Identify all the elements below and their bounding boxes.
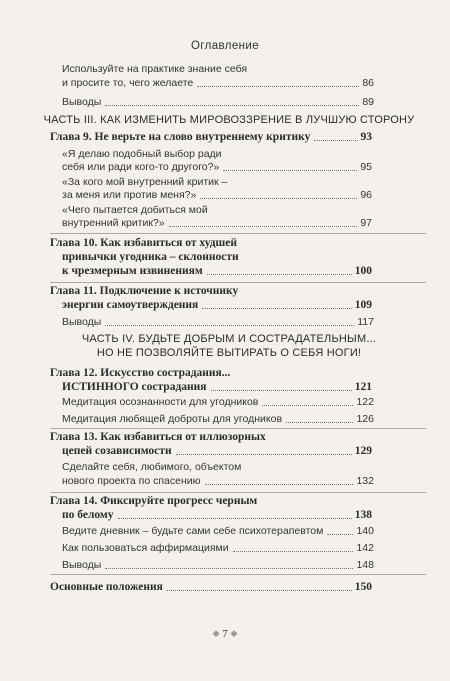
toc-entry-label: нового проекта по спасению (62, 475, 201, 487)
page-ref: 97 (360, 217, 372, 229)
leader-dots (233, 551, 354, 552)
toc-entry[interactable] (62, 216, 372, 230)
page-number: 7 (222, 628, 228, 640)
page-footer (0, 628, 450, 640)
toc-chapter-line: Глава 13. Как избавиться от иллюзорных (50, 431, 266, 443)
toc-entry-label: за меня или против меня?» (62, 189, 197, 201)
leader-dots (105, 325, 354, 326)
toc-entry[interactable] (62, 76, 374, 90)
page-ref: 132 (356, 475, 374, 487)
page-ref: 142 (356, 542, 374, 554)
toc-entry-label: Выводы (62, 559, 102, 571)
toc-chapter[interactable] (62, 264, 372, 278)
ornament-icon: ◆ (212, 628, 220, 638)
toc-entry-label: Выводы (62, 316, 102, 328)
page-title: Оглавление (190, 40, 260, 52)
toc-chapter-label: к чрезмерным извинениям (62, 265, 203, 277)
leader-dots (205, 484, 354, 485)
divider (50, 574, 426, 575)
leader-dots (327, 534, 353, 535)
toc-entry[interactable] (62, 558, 374, 572)
leader-dots (176, 454, 352, 455)
toc-entry[interactable] (62, 160, 372, 174)
divider (50, 428, 426, 429)
leader-dots (118, 518, 352, 519)
page-ref: 117 (357, 316, 374, 328)
toc-entry[interactable] (62, 395, 374, 409)
leader-dots (314, 140, 357, 141)
leader-dots (223, 170, 357, 171)
toc-entry-line: Сделайте себя, любимого, объектом (62, 461, 242, 473)
toc-chapter-line: Глава 14. Фиксируйте прогресс черным (50, 495, 258, 507)
toc-chapter-label: цепей созависимости (62, 445, 172, 457)
toc-entry-label: и просите то, чего желаете (62, 77, 194, 89)
toc-entry-label: Выводы (62, 96, 102, 108)
toc-chapter-line: Глава 10. Как избавиться от худшей (50, 237, 237, 249)
toc-entry[interactable] (62, 412, 374, 426)
toc-entry-label: Медитация любящей доброты для угодников (62, 413, 283, 425)
toc-chapter-line: Глава 12. Искусство сострадания... (50, 367, 231, 379)
page-ref: 96 (360, 189, 372, 201)
toc-entry[interactable] (62, 524, 374, 538)
part-heading: НО НЕ ПОЗВОЛЯЙТЕ ВЫТИРАТЬ О СЕБЯ НОГИ! (96, 347, 362, 359)
toc-chapter-label: ИСТИННОГО сострадания (62, 381, 207, 393)
toc-chapter-label: Основные положения (50, 581, 163, 593)
page-ref: 100 (354, 265, 372, 277)
leader-dots (200, 198, 357, 199)
page-ref: 140 (356, 525, 374, 537)
leader-dots (167, 590, 352, 591)
page-ref: 129 (354, 445, 372, 457)
page-ref: 126 (356, 413, 374, 425)
leader-dots (105, 105, 359, 106)
page-ref: 89 (362, 96, 374, 108)
ornament-icon: ◆ (230, 628, 238, 638)
part-heading: ЧАСТЬ III. КАК ИЗМЕНИТЬ МИРОВОЗЗРЕНИЕ В ЛУЧШУЮ СТОРОНУ (43, 114, 415, 126)
toc-entry-label: внутренний критик?» (62, 217, 165, 229)
page-ref: 109 (354, 299, 372, 311)
toc-entry[interactable] (62, 315, 374, 329)
page-ref: 86 (362, 77, 374, 89)
toc-chapter[interactable] (50, 130, 372, 144)
toc-chapter[interactable] (62, 298, 372, 312)
toc-entry[interactable] (62, 474, 374, 488)
leader-dots (211, 390, 352, 391)
toc-chapter[interactable] (50, 580, 372, 594)
toc-entry-label: Медитация осознанности для угодников (62, 396, 259, 408)
leader-dots (262, 405, 353, 406)
page-ref: 150 (354, 581, 372, 593)
toc-entry[interactable] (62, 95, 374, 109)
divider (50, 492, 426, 493)
toc-chapter[interactable] (62, 508, 372, 522)
leader-dots (197, 86, 359, 87)
page-ref: 148 (356, 559, 374, 571)
toc-chapter-line: Глава 11. Подключение к источнику (50, 285, 239, 297)
leader-dots (169, 226, 358, 227)
toc-chapter-line: привычки угодника – склонности (62, 251, 239, 263)
toc-entry-line: Используйте на практике знание себя (62, 63, 248, 75)
divider (50, 233, 426, 234)
leader-dots (207, 274, 352, 275)
page-ref: 122 (356, 396, 374, 408)
leader-dots (286, 422, 353, 423)
page-ref: 95 (360, 161, 372, 173)
leader-dots (202, 308, 351, 309)
page-ref: 138 (354, 509, 372, 521)
toc-entry-label: Как пользоваться аффирмациями (62, 542, 229, 554)
divider (50, 282, 426, 283)
page-ref: 121 (354, 381, 372, 393)
toc-chapter-label: энергии самоутверждения (62, 299, 199, 311)
toc-entry-label: Ведите дневник – будьте сами себе психотерапевтом (62, 525, 324, 537)
toc-chapter-label: Глава 9. Не верьте на слово внутреннему критику (50, 131, 311, 143)
toc-chapter[interactable] (62, 444, 372, 458)
toc-entry[interactable] (62, 188, 372, 202)
toc-entry-label: себя или ради кого-то другого?» (62, 161, 220, 173)
toc-chapter[interactable] (62, 380, 372, 394)
toc-chapter-label: по белому (62, 509, 114, 521)
leader-dots (105, 568, 353, 569)
page-ref: 93 (360, 131, 372, 143)
toc-entry-line: «За кого мой внутренний критик – (62, 176, 228, 188)
toc-entry[interactable] (62, 541, 374, 555)
part-heading: ЧАСТЬ IV. БУДЬТЕ ДОБРЫМ И СОСТРАДАТЕЛЬНЫМ... (81, 333, 377, 345)
toc-entry-line: «Чего пытается добиться мой (62, 204, 208, 216)
toc-entry-line: «Я делаю подобный выбор ради (62, 148, 222, 160)
